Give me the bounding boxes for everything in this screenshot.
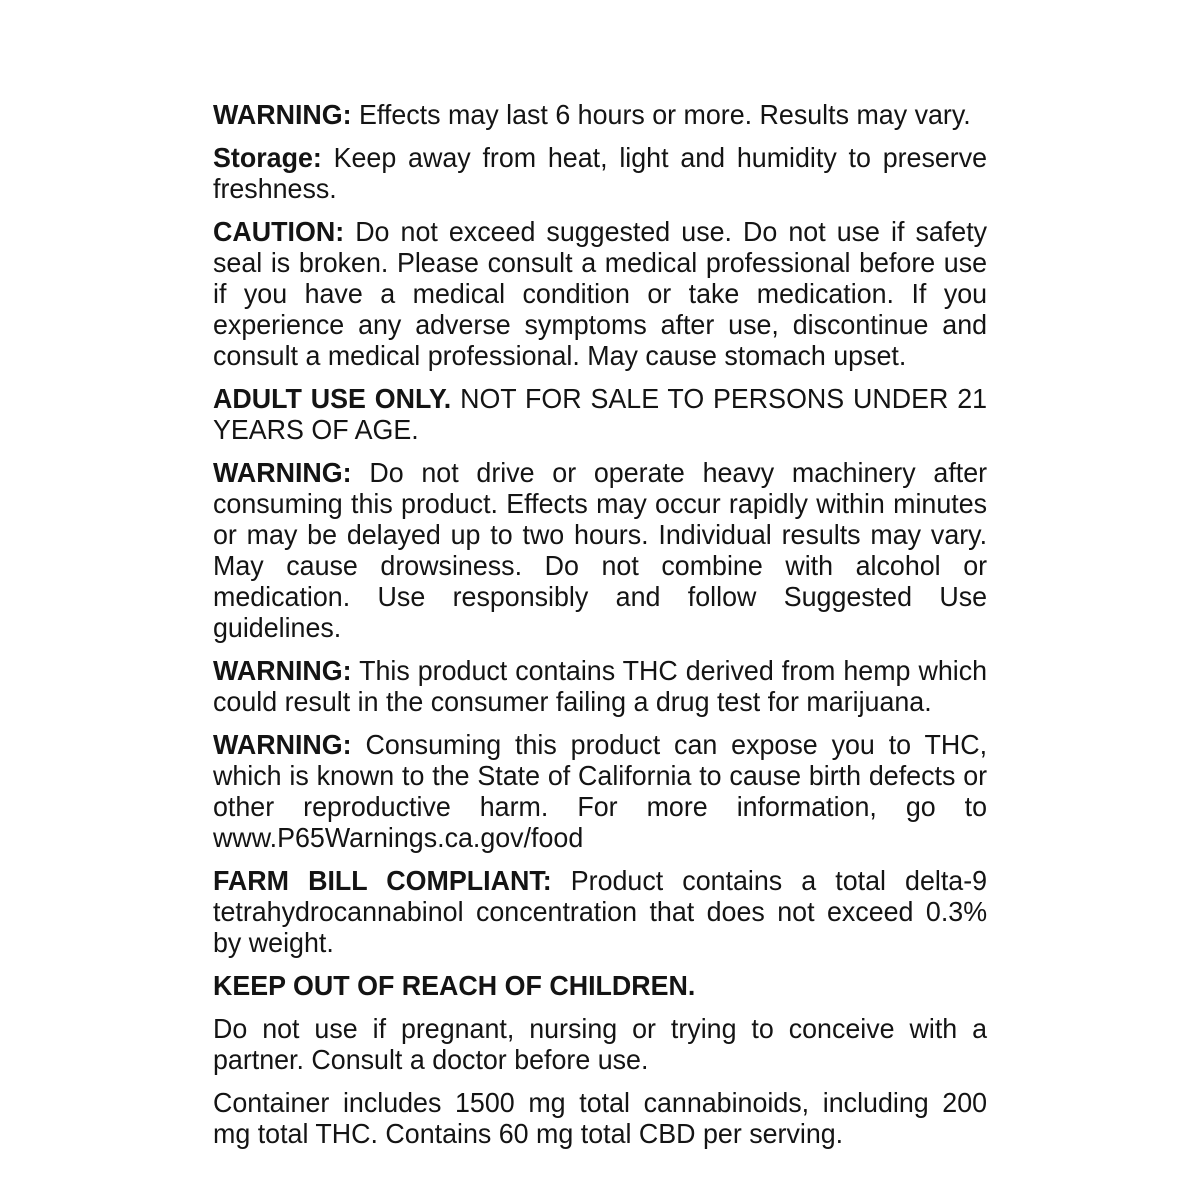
paragraph-storage — [213, 142, 987, 204]
paragraph-lead: WARNING: — [213, 655, 352, 686]
paragraph-pregnancy-notice — [213, 1013, 987, 1075]
paragraph-text: NOT FOR SALE TO PERSONS UNDER 21 YEARS OF AGE. — [213, 383, 988, 445]
paragraph-lead: Storage: — [213, 142, 322, 173]
paragraph-text: Do not use if pregnant, nursing or trying to conceive with a partner. Consult a doctor before use. — [213, 1013, 988, 1075]
paragraph-text: Do not exceed suggested use. Do not use if safety seal is broken. Please consult a medical professional before use if you have a medical condition or take medication. If you experience any adverse symptoms after use, discontinue and consult a medical professional. May cause stomach upset. — [213, 216, 988, 371]
paragraph-warning-drug-test — [213, 655, 987, 717]
paragraph-caution — [213, 216, 987, 371]
paragraph-lead: WARNING: — [213, 99, 352, 130]
paragraph-lead: CAUTION: — [213, 216, 345, 247]
paragraph-warning-prop65 — [213, 729, 987, 853]
paragraph-text: Container includes 1500 mg total cannabinoids, including 200 mg total THC. Contains 60 mg total CBD per serving. — [213, 1087, 988, 1149]
paragraph-warning-driving — [213, 457, 987, 643]
paragraph-text: Do not drive or operate heavy machinery after consuming this product. Effects may occur rapidly within minutes or may be delayed up to two hours. Individual results may vary. May cause drowsiness. Do not combine with alcohol or medication. Use responsibly and follow Suggested Use guidelines. — [213, 457, 988, 643]
paragraph-farm-bill-compliant — [213, 865, 987, 958]
paragraph-text: Product contains a total delta-9 tetrahydrocannabinol concentration that does not exceed 0.3% by weight. — [213, 865, 988, 958]
warning-label-text-block — [213, 99, 987, 1149]
paragraph-lead: FARM BILL COMPLIANT: — [213, 865, 552, 896]
paragraph-text: This product contains THC derived from hemp which could result in the consumer failing a drug test for marijuana. — [213, 655, 988, 717]
paragraph-text: Consuming this product can expose you to THC, which is known to the State of California to cause birth defects or other reproductive harm. For more information, go to www.P65Warnings.ca.gov/food — [213, 729, 988, 853]
paragraph-lead: WARNING: — [213, 729, 352, 760]
paragraph-keep-out-of-reach — [213, 970, 987, 1001]
paragraph-lead: WARNING: — [213, 457, 352, 488]
paragraph-adult-use-only — [213, 383, 987, 445]
paragraph-lead: KEEP OUT OF REACH OF CHILDREN. — [213, 970, 696, 1001]
paragraph-lead: ADULT USE ONLY. — [213, 383, 452, 414]
paragraph-container-contents — [213, 1087, 987, 1149]
paragraph-text: Effects may last 6 hours or more. Results may vary. — [359, 99, 971, 130]
paragraph-text: Keep away from heat, light and humidity to preserve freshness. — [213, 142, 988, 204]
paragraph-warning-effects — [213, 99, 987, 130]
